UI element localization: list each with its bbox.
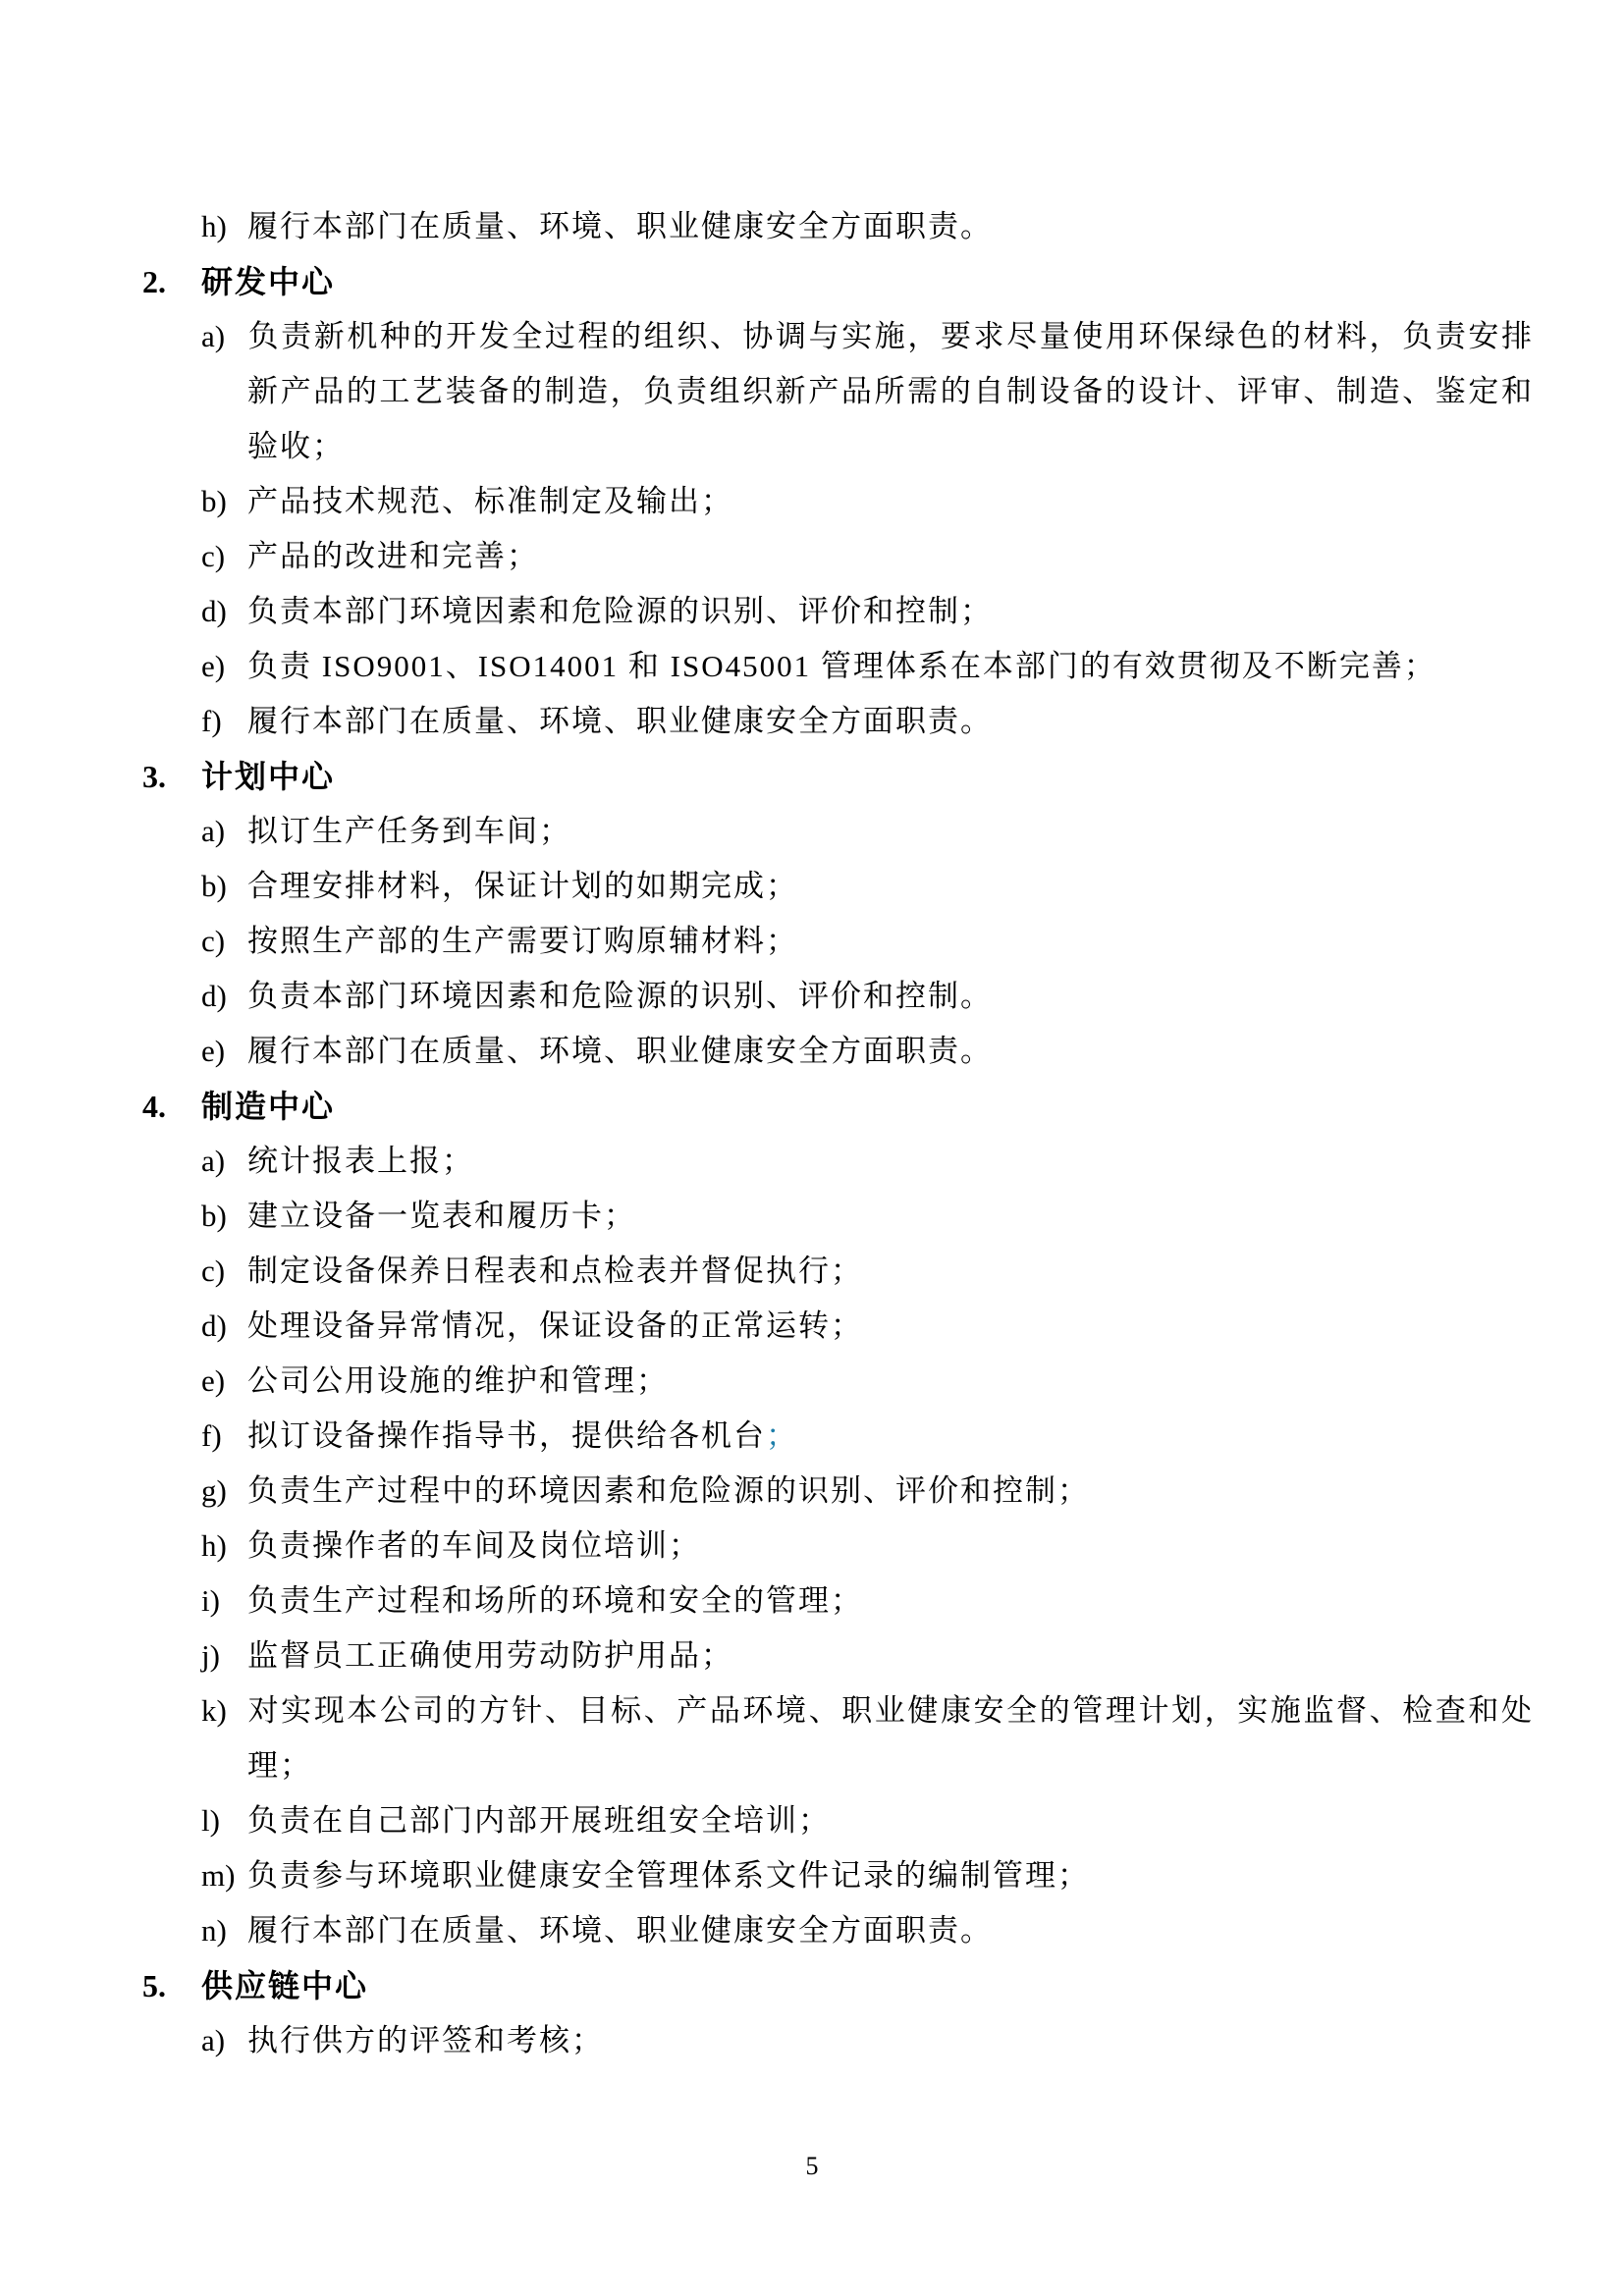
section-title: 研发中心 <box>201 264 336 299</box>
list-item-letter: a) <box>201 1144 226 1178</box>
accent-punctuation: ； <box>766 1418 798 1453</box>
list-item-text: 负责本部门环境因素和危险源的识别、评价和控制； <box>247 594 993 628</box>
list-item-text: 履行本部门在质量、环境、职业健康安全方面职责。 <box>247 1034 993 1068</box>
list-item-letter: h) <box>201 209 227 243</box>
list-item-text: 处理设备异常情况，保证设备的正常运转； <box>247 1308 863 1343</box>
section-title: 供应链中心 <box>201 1968 369 2003</box>
list-item <box>201 859 1534 914</box>
list-item-text: 负责 ISO9001、ISO14001 和 ISO45001 管理体系在本部门的有效贯彻及不断完善； <box>247 649 1436 683</box>
list-item-letter: f) <box>201 1418 222 1453</box>
list-item-text: 负责本部门环境因素和危险源的识别、评价和控制。 <box>247 979 993 1013</box>
list-item-letter: a) <box>201 319 226 353</box>
section-heading <box>142 254 1488 309</box>
list-item-letter: d) <box>201 1308 227 1343</box>
list-item-text: 执行供方的评签和考核； <box>247 2023 604 2057</box>
list-item-letter: l) <box>201 1803 220 1838</box>
list-item-letter: d) <box>201 594 227 628</box>
list-item <box>201 309 1534 474</box>
section-number: 2. <box>142 264 166 299</box>
list-item <box>201 199 1534 254</box>
section-number: 4. <box>142 1089 166 1124</box>
list-item <box>201 1683 1534 1793</box>
list-item-letter: e) <box>201 649 226 683</box>
list-item-letter: i) <box>201 1583 220 1618</box>
list-item-letter: n) <box>201 1913 227 1948</box>
list-item <box>201 584 1534 639</box>
list-item <box>201 2013 1534 2068</box>
list-item-text: 负责生产过程中的环境因素和危险源的识别、评价和控制； <box>247 1473 1090 1508</box>
section-title: 计划中心 <box>201 759 336 794</box>
section-number: 3. <box>142 759 166 794</box>
list-item-text: 履行本部门在质量、环境、职业健康安全方面职责。 <box>247 209 993 243</box>
list-item-letter: g) <box>201 1473 227 1508</box>
list-item <box>201 529 1534 584</box>
list-item-letter: h) <box>201 1528 227 1563</box>
list-item <box>201 474 1534 529</box>
list-item-text: 履行本部门在质量、环境、职业健康安全方面职责。 <box>247 1913 993 1948</box>
list-item-text: 建立设备一览表和履历卡； <box>247 1199 636 1233</box>
list-item <box>201 1793 1534 1848</box>
list-item-text: 监督员工正确使用劳动防护用品； <box>247 1638 733 1673</box>
section-title: 制造中心 <box>201 1089 336 1124</box>
list-item-letter: d) <box>201 979 227 1013</box>
page-number: 5 <box>805 2152 819 2180</box>
list-item <box>201 804 1534 859</box>
list-item <box>201 639 1534 694</box>
list-item <box>201 1354 1534 1409</box>
list-item-letter: e) <box>201 1034 226 1068</box>
section-number: 5. <box>142 1968 166 2003</box>
list-item-letter: b) <box>201 869 227 903</box>
list-item <box>201 1848 1534 1903</box>
list-item-text: 拟订生产任务到车间； <box>247 814 571 848</box>
list-item-text: 合理安排材料，保证计划的如期完成； <box>247 869 798 903</box>
list-item <box>201 1464 1534 1519</box>
list-item <box>201 1629 1534 1683</box>
list-item <box>201 1024 1534 1079</box>
list-item-text: 拟订设备操作指导书，提供给各机台 <box>247 1418 766 1453</box>
section-heading <box>142 749 1488 804</box>
list-item-text: 对实现本公司的方针、目标、产品环境、职业健康安全的管理计划，实施监督、检查和处理； <box>247 1693 1534 1783</box>
section-heading <box>142 1079 1488 1134</box>
list-item-letter: b) <box>201 484 227 518</box>
list-item <box>201 1409 1534 1464</box>
list-item-letter: a) <box>201 2023 226 2057</box>
list-item-text: 负责操作者的车间及岗位培训； <box>247 1528 701 1563</box>
section-heading <box>142 1958 1488 2013</box>
list-item-text: 负责新机种的开发全过程的组织、协调与实施，要求尽量使用环保绿色的材料，负责安排新产品的工艺装备的制造，负责组织新产品所需的自制设备的设计、评审、制造、鉴定和验收； <box>247 319 1534 463</box>
list-item <box>201 1299 1534 1354</box>
list-item-letter: a) <box>201 814 226 848</box>
list-item <box>201 1189 1534 1244</box>
list-item <box>201 914 1534 969</box>
list-item-letter: j) <box>201 1638 220 1673</box>
list-item-letter: f) <box>201 704 222 738</box>
list-item-letter: c) <box>201 539 226 573</box>
list-item <box>201 1903 1534 1958</box>
list-item <box>201 1519 1534 1574</box>
list-item <box>201 694 1534 749</box>
list-item-text: 负责参与环境职业健康安全管理体系文件记录的编制管理； <box>247 1858 1090 1893</box>
list-item-text: 产品的改进和完善； <box>247 539 539 573</box>
list-item-letter: c) <box>201 924 226 958</box>
document-body <box>0 199 1534 2068</box>
list-item-text: 履行本部门在质量、环境、职业健康安全方面职责。 <box>247 704 993 738</box>
list-item-text: 公司公用设施的维护和管理； <box>247 1363 669 1398</box>
list-item-letter: m) <box>201 1858 236 1893</box>
list-item-text: 负责生产过程和场所的环境和安全的管理； <box>247 1583 863 1618</box>
list-item-text: 制定设备保养日程表和点检表并督促执行； <box>247 1254 863 1288</box>
list-item <box>201 1134 1534 1189</box>
list-item <box>201 1574 1534 1629</box>
list-item-letter: b) <box>201 1199 227 1233</box>
list-item-letter: e) <box>201 1363 226 1398</box>
list-item-text: 统计报表上报； <box>247 1144 474 1178</box>
list-item-text: 负责在自己部门内部开展班组安全培训； <box>247 1803 831 1838</box>
list-item-text: 按照生产部的生产需要订购原辅材料； <box>247 924 798 958</box>
list-item <box>201 1244 1534 1299</box>
list-item-letter: c) <box>201 1254 226 1288</box>
list-item-text: 产品技术规范、标准制定及输出； <box>247 484 733 518</box>
list-item <box>201 969 1534 1024</box>
list-item-letter: k) <box>201 1693 227 1728</box>
